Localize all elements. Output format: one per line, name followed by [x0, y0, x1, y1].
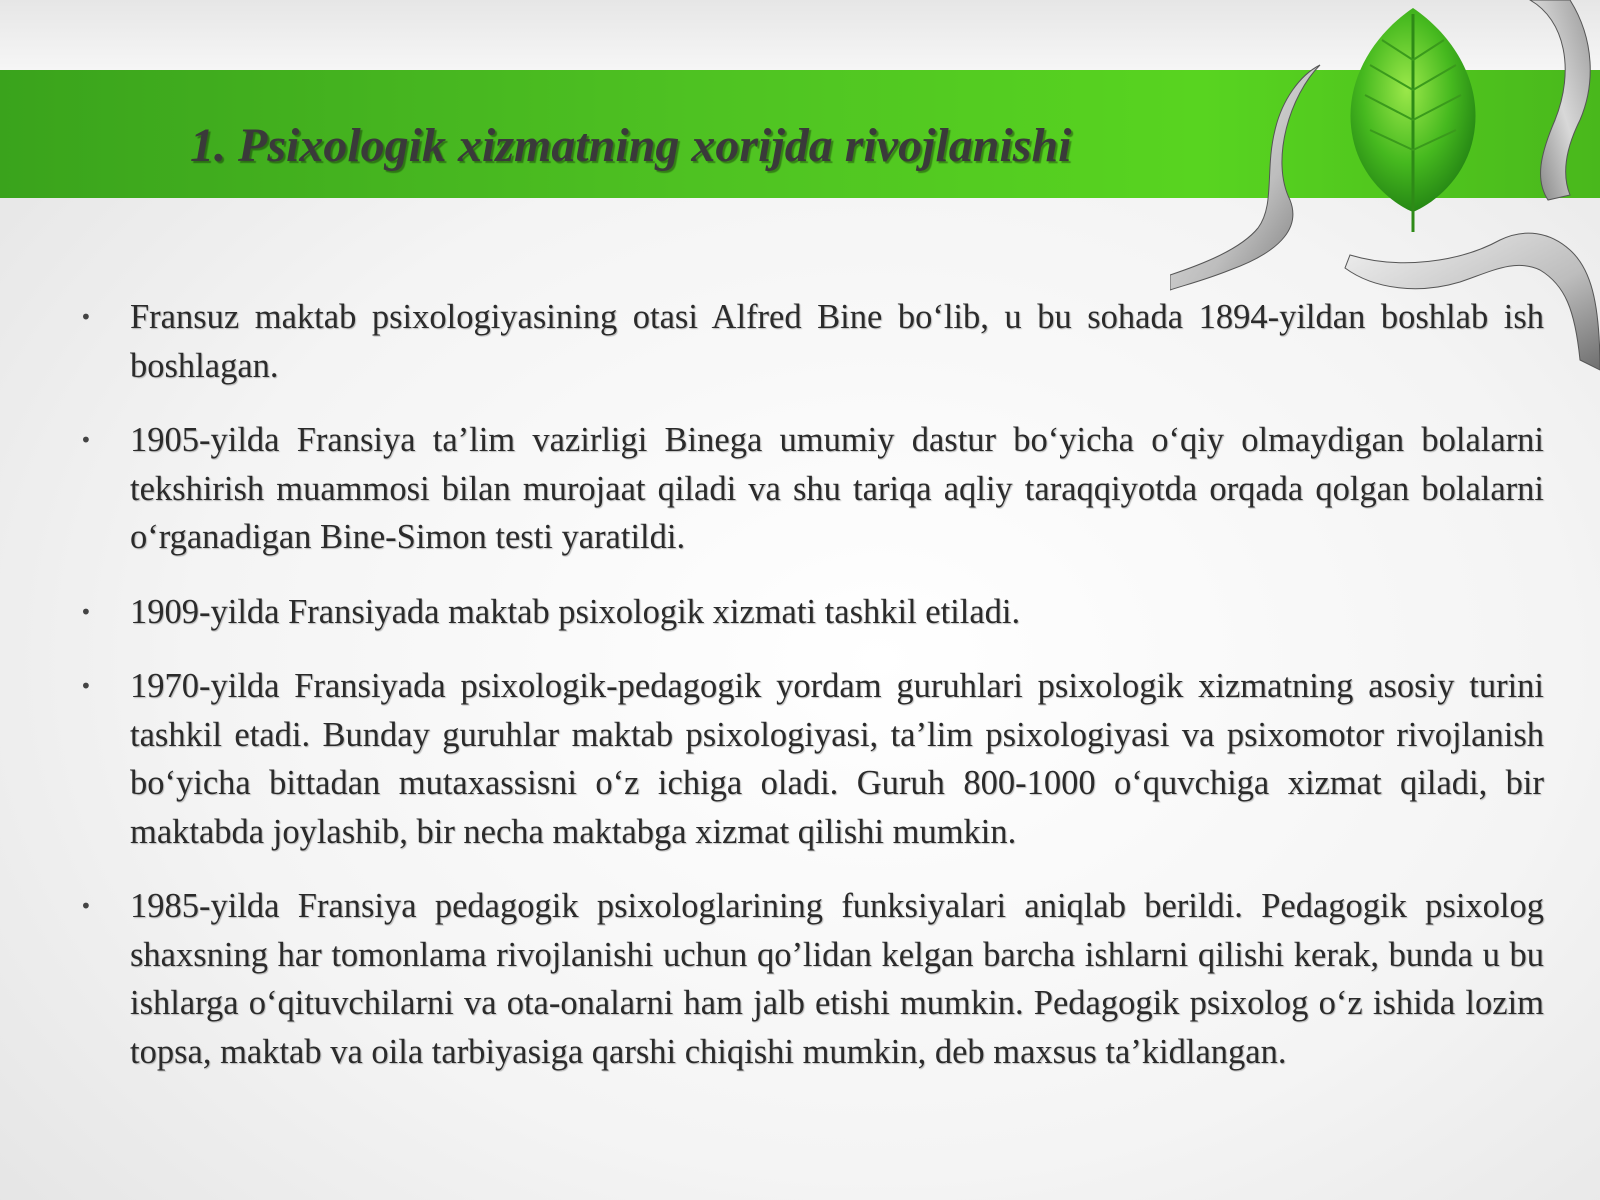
bullet-list: [78, 293, 1544, 1102]
bullet-text: 1909-yilda Fransiyada maktab psixologik xizmati tashkil etiladi.: [130, 592, 1021, 631]
bullet-marker: •: [80, 894, 92, 918]
bullet-marker: •: [80, 428, 92, 452]
bullet-text: 1905-yilda Fransiya ta’lim vazirligi Binega umumiy dastur bo‘yicha o‘qiy olmaydigan bolalarni tekshirish muammosi bilan murojaat qiladi va shu tariqa aqliy taraqqiyotda orqada qolgan bolalarni o‘rganadigan Bine-Simon testi yaratildi.: [130, 421, 1544, 556]
bullet-text: Fransuz maktab psixologiyasining otasi Alfred Bine bo‘lib, u bu sohada 1894-yildan boshlab ish boshlagan.: [130, 298, 1544, 385]
slide-title: 1. Psixologik xizmatning xorijda rivojlanishi: [190, 119, 1072, 172]
list-item: [78, 662, 1544, 856]
bullet-text: 1985-yilda Fransiya pedagogik psixologlarining funksiyalari aniqlab berildi. Pedagogik psixolog shaxsning har tomonlama rivojlanishi uchun qo’lidan kelgan barcha ishlarni qilishi kerak, bunda u bu ishlarga o‘qituvchilarni va ota-onalarni ham jalb etishi mumkin. Pedagogik psixolog o‘z ishida lozim topsa, maktab va oila tarbiyasiga qarshi chiqishi mumkin, deb maxsus ta’kidlangan.: [130, 887, 1544, 1071]
bullet-text: 1970-yilda Fransiyada psixologik-pedagogik yordam guruhlari psixologik xizmatning asosiy turini tashkil etadi. Bunday guruhlar maktab psixologiyasi, ta’lim psixologiyasi va psixomotor rivojlanish bo‘yicha bittadan mutaxassisni o‘z ichiga oladi. Guruh 800-1000 o‘quvchiga xizmat qiladi, bir maktabda joylashib, bir necha maktabga xizmat qilishi mumkin.: [130, 667, 1544, 851]
list-item: [78, 882, 1544, 1076]
bullet-marker: •: [80, 305, 92, 329]
bullet-marker: •: [80, 674, 92, 698]
list-item: [78, 416, 1544, 562]
list-item: [78, 588, 1544, 637]
list-item: [78, 293, 1544, 390]
bullet-marker: •: [80, 599, 92, 624]
